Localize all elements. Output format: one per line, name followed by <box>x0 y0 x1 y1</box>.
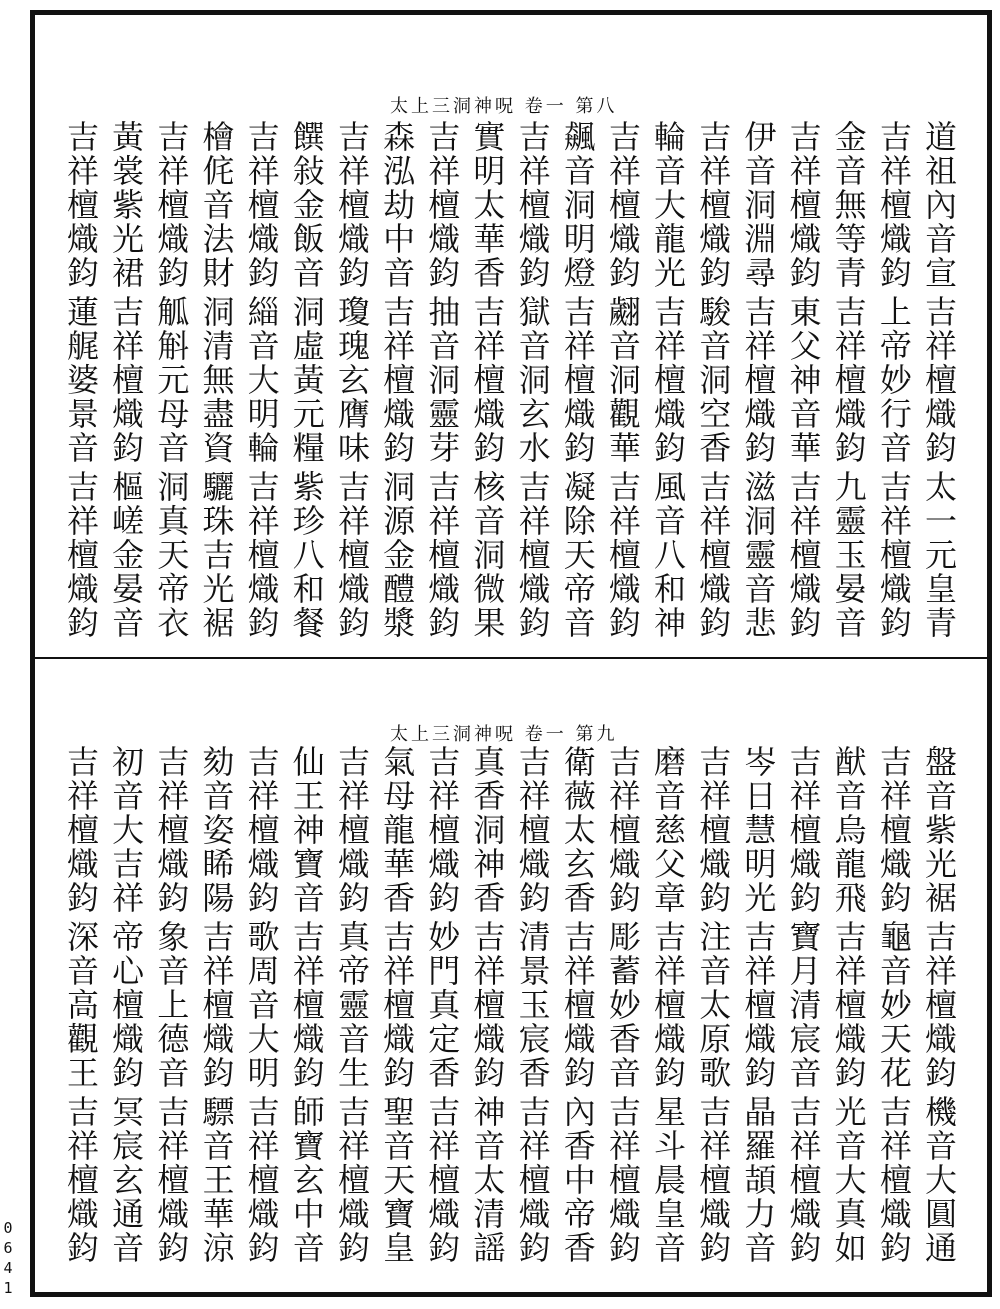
verse-line: 帝心檀熾鈞 <box>107 920 146 1090</box>
text-column <box>105 120 147 640</box>
verse-line: 吉祥檀熾鈞 <box>513 745 552 915</box>
verse-line: 森泓劫中音 <box>378 120 417 290</box>
text-column <box>557 745 599 1265</box>
verse-line: 吉祥檀熾鈞 <box>739 295 778 465</box>
verse-line: 真香洞神香 <box>468 745 507 915</box>
verse-line: 太一元皇青 <box>919 470 958 640</box>
text-column <box>647 120 689 640</box>
verse-line: 紫珍八和餐 <box>287 470 326 640</box>
verse-line: 吉祥檀熾鈞 <box>603 120 642 290</box>
verse-line: 磨音慈父章 <box>649 745 688 915</box>
verse-line: 吉祥檀熾鈞 <box>423 1095 462 1265</box>
text-column <box>602 120 644 640</box>
verse-line: 吉祥檀熾鈞 <box>919 920 958 1090</box>
folio-number: 0641 <box>3 1219 13 1297</box>
verse-line: 觚斛元母音 <box>152 295 191 465</box>
bottom-panel-header: 太上三洞神呪 卷一 第九 <box>390 724 618 745</box>
verse-line: 妙門真定香 <box>423 920 462 1090</box>
verse-line: 吉祥檀熾鈞 <box>603 745 642 915</box>
verse-line: 緇音大明輪 <box>242 295 281 465</box>
verse-line: 蓮艉婆景音 <box>62 295 100 465</box>
verse-line: 抽音洞靈芽 <box>423 295 462 465</box>
text-column <box>376 745 418 1265</box>
verse-line: 驃音王華涼 <box>197 1095 236 1265</box>
text-column <box>918 745 960 1265</box>
verse-line: 吉祥檀熾鈞 <box>332 120 371 290</box>
verse-line: 吉祥檀熾鈞 <box>378 295 417 465</box>
text-column <box>150 745 192 1265</box>
verse-line: 輪音大龍光 <box>649 120 688 290</box>
verse-line: 盤音紫光裾 <box>919 745 958 915</box>
verse-line: 金音無等青 <box>829 120 868 290</box>
verse-line: 猷音烏龍飛 <box>829 745 868 915</box>
text-column <box>692 745 734 1265</box>
verse-line: 星斗晨皇音 <box>649 1095 688 1265</box>
verse-line: 吉祥檀熾鈞 <box>513 120 552 290</box>
text-column <box>105 745 147 1265</box>
verse-line: 吉祥檀熾鈞 <box>62 470 100 640</box>
verse-line: 吉祥檀熾鈞 <box>513 470 552 640</box>
verse-line: 劾音姿睎陽 <box>197 745 236 915</box>
text-column <box>783 120 825 640</box>
verse-line: 吉祥檀熾鈞 <box>694 470 733 640</box>
verse-line: 滋洞靈音悲 <box>739 470 778 640</box>
verse-line: 實明太華香 <box>468 120 507 290</box>
verse-line: 核音洞微果 <box>468 470 507 640</box>
verse-line: 吉祥檀熾鈞 <box>423 120 462 290</box>
text-column <box>737 120 779 640</box>
text-column <box>873 120 915 640</box>
verse-line: 吉祥檀熾鈞 <box>784 120 823 290</box>
text-column <box>60 120 102 640</box>
verse-line: 洞真天帝衣 <box>152 470 191 640</box>
verse-line: 吉祥檀熾鈞 <box>197 920 236 1090</box>
text-column <box>737 745 779 1265</box>
verse-line: 東父神音華 <box>784 295 823 465</box>
verse-line: 吉祥檀熾鈞 <box>919 295 958 465</box>
verse-line: 吉祥檀熾鈞 <box>62 745 100 915</box>
verse-line: 吉祥檀熾鈞 <box>694 745 733 915</box>
verse-line: 吉祥檀熾鈞 <box>152 1095 191 1265</box>
text-column <box>557 120 599 640</box>
verse-line: 吉祥檀熾鈞 <box>874 1095 913 1265</box>
verse-line: 吉祥檀熾鈞 <box>784 1095 823 1265</box>
text-column <box>918 120 960 640</box>
verse-line: 翽音洞觀華 <box>603 295 642 465</box>
verse-line: 洞清無盡資 <box>197 295 236 465</box>
verse-line: 吉祥檀熾鈞 <box>874 745 913 915</box>
verse-line: 吉祥檀熾鈞 <box>152 120 191 290</box>
text-column <box>421 120 463 640</box>
verse-line: 寶月清宸音 <box>784 920 823 1090</box>
bottom-text-panel <box>60 745 960 1265</box>
verse-line: 吉祥檀熾鈞 <box>784 470 823 640</box>
verse-line: 風音八和神 <box>649 470 688 640</box>
verse-line: 岑日慧明光 <box>739 745 778 915</box>
verse-line: 吉祥檀熾鈞 <box>332 470 371 640</box>
verse-line: 驪珠吉光裾 <box>197 470 236 640</box>
verse-line: 瓊瑰玄膺味 <box>332 295 371 465</box>
verse-line: 饌敍金飯音 <box>287 120 326 290</box>
text-column <box>421 745 463 1265</box>
verse-line: 吉祥檀熾鈞 <box>242 745 281 915</box>
text-column <box>692 120 734 640</box>
verse-line: 道祖內音宣 <box>919 120 958 290</box>
verse-line: 光音大真如 <box>829 1095 868 1265</box>
text-column <box>286 745 328 1265</box>
verse-line: 彫蓄妙香音 <box>603 920 642 1090</box>
text-column <box>512 120 554 640</box>
text-column <box>60 745 102 1265</box>
verse-line: 吉祥檀熾鈞 <box>739 920 778 1090</box>
text-column <box>150 120 192 640</box>
verse-line: 吉祥檀熾鈞 <box>468 295 507 465</box>
verse-line: 吉祥檀熾鈞 <box>242 470 281 640</box>
verse-line: 吉祥檀熾鈞 <box>829 920 868 1090</box>
verse-line: 吉祥檀熾鈞 <box>423 470 462 640</box>
verse-line: 吉祥檀熾鈞 <box>649 295 688 465</box>
verse-line: 象音上德音 <box>152 920 191 1090</box>
verse-line: 洞虛黃元糧 <box>287 295 326 465</box>
verse-line: 吉祥檀熾鈞 <box>242 120 281 290</box>
verse-line: 深音高觀王 <box>62 920 100 1090</box>
verse-line: 凝除天帝音 <box>558 470 597 640</box>
verse-line: 吉祥檀熾鈞 <box>649 920 688 1090</box>
verse-line: 吉祥檀熾鈞 <box>829 295 868 465</box>
verse-line: 檜侂音法財 <box>197 120 236 290</box>
text-column <box>466 120 508 640</box>
verse-line: 吉祥檀熾鈞 <box>287 920 326 1090</box>
verse-line: 獄音洞玄水 <box>513 295 552 465</box>
verse-line: 吉祥檀熾鈞 <box>874 120 913 290</box>
text-column <box>331 120 373 640</box>
verse-line: 氣母龍華香 <box>378 745 417 915</box>
verse-line: 吉祥檀熾鈞 <box>603 1095 642 1265</box>
verse-line: 仙王神寶音 <box>287 745 326 915</box>
verse-line: 飆音洞明燈 <box>558 120 597 290</box>
verse-line: 駿音洞空香 <box>694 295 733 465</box>
verse-line: 上帝妙行音 <box>874 295 913 465</box>
text-column <box>241 745 283 1265</box>
verse-line: 吉祥檀熾鈞 <box>603 470 642 640</box>
verse-line: 歌周音大明 <box>242 920 281 1090</box>
text-column <box>241 120 283 640</box>
text-column <box>376 120 418 640</box>
text-column <box>286 120 328 640</box>
verse-line: 吉祥檀熾鈞 <box>107 295 146 465</box>
verse-line: 吉祥檀熾鈞 <box>558 920 597 1090</box>
text-column <box>828 120 870 640</box>
verse-line: 吉祥檀熾鈞 <box>62 1095 100 1265</box>
verse-line: 九靈玉晏音 <box>829 470 868 640</box>
verse-line: 初音大吉祥 <box>107 745 146 915</box>
text-column <box>828 745 870 1265</box>
verse-line: 吉祥檀熾鈞 <box>62 120 100 290</box>
text-column <box>195 120 237 640</box>
verse-line: 晶羅頡力音 <box>739 1095 778 1265</box>
panel-divider <box>30 657 992 659</box>
verse-line: 吉祥檀熾鈞 <box>242 1095 281 1265</box>
verse-line: 吉祥檀熾鈞 <box>784 745 823 915</box>
verse-line: 清景玉宸香 <box>513 920 552 1090</box>
verse-line: 吉祥檀熾鈞 <box>874 470 913 640</box>
verse-line: 真帝靈音生 <box>332 920 371 1090</box>
top-text-panel <box>60 120 960 640</box>
text-column <box>602 745 644 1265</box>
verse-line: 聖音天寶皇 <box>378 1095 417 1265</box>
text-column <box>783 745 825 1265</box>
verse-line: 注音太原歌 <box>694 920 733 1090</box>
verse-line: 吉祥檀熾鈞 <box>694 120 733 290</box>
verse-line: 吉祥檀熾鈞 <box>558 295 597 465</box>
verse-line: 吉祥檀熾鈞 <box>423 745 462 915</box>
verse-line: 機音大圓通 <box>919 1095 958 1265</box>
verse-line: 神音太清謡 <box>468 1095 507 1265</box>
verse-line: 吉祥檀熾鈞 <box>152 745 191 915</box>
verse-line: 衛薇太玄香 <box>558 745 597 915</box>
verse-line: 吉祥檀熾鈞 <box>332 745 371 915</box>
text-column <box>647 745 689 1265</box>
text-column <box>512 745 554 1265</box>
top-panel-header: 太上三洞神呪 卷一 第八 <box>390 96 618 117</box>
verse-line: 吉祥檀熾鈞 <box>513 1095 552 1265</box>
verse-line: 伊音洞淵尋 <box>739 120 778 290</box>
verse-line: 吉祥檀熾鈞 <box>468 920 507 1090</box>
verse-line: 冥宸玄通音 <box>107 1095 146 1265</box>
text-column <box>195 745 237 1265</box>
verse-line: 樞嵯金晏音 <box>107 470 146 640</box>
text-column <box>873 745 915 1265</box>
verse-line: 洞源金醴漿 <box>378 470 417 640</box>
verse-line: 內香中帝香 <box>558 1095 597 1265</box>
verse-line: 吉祥檀熾鈞 <box>332 1095 371 1265</box>
verse-line: 龜音妙天花 <box>874 920 913 1090</box>
verse-line: 吉祥檀熾鈞 <box>694 1095 733 1265</box>
verse-line: 吉祥檀熾鈞 <box>378 920 417 1090</box>
text-column <box>331 745 373 1265</box>
verse-line: 師寶玄中音 <box>287 1095 326 1265</box>
verse-line: 黃裳紫光裙 <box>107 120 146 290</box>
text-column <box>466 745 508 1265</box>
